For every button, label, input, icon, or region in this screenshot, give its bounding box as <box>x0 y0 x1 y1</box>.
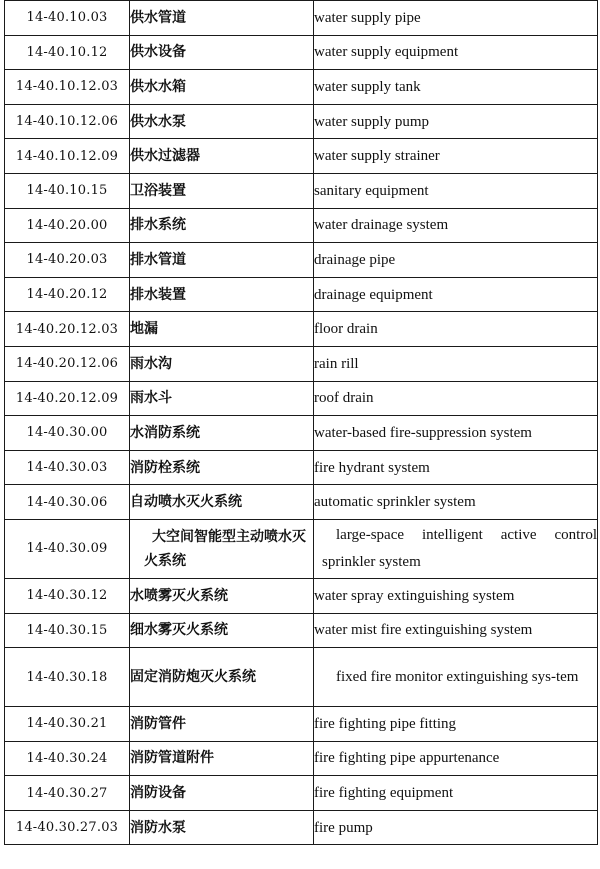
term-english: water mist fire extinguishing system <box>314 613 598 648</box>
table-row <box>5 776 598 811</box>
term-english: fixed fire monitor extinguishing sys-tem <box>314 648 598 707</box>
term-chinese: 自动喷水灭火系统 <box>130 485 314 520</box>
table-row <box>5 243 598 278</box>
term-code: 14-40.20.03 <box>5 243 130 278</box>
term-chinese: 雨水斗 <box>130 381 314 416</box>
table-row <box>5 613 598 648</box>
term-code: 14-40.30.15 <box>5 613 130 648</box>
term-code: 14-40.30.06 <box>5 485 130 520</box>
term-chinese: 细水雾灭火系统 <box>130 613 314 648</box>
term-chinese: 消防栓系统 <box>130 450 314 485</box>
term-english: drainage pipe <box>314 243 598 278</box>
term-english: fire hydrant system <box>314 450 598 485</box>
term-code: 14-40.10.12 <box>5 35 130 70</box>
table-row <box>5 707 598 742</box>
term-code: 14-40.30.00 <box>5 416 130 451</box>
term-chinese: 供水设备 <box>130 35 314 70</box>
term-english: fire fighting pipe appurtenance <box>314 741 598 776</box>
term-chinese: 供水水箱 <box>130 70 314 105</box>
term-code: 14-40.10.03 <box>5 1 130 36</box>
terms-table <box>4 0 598 845</box>
term-chinese: 消防管道附件 <box>130 741 314 776</box>
table-row <box>5 70 598 105</box>
term-english: water supply tank <box>314 70 598 105</box>
term-code: 14-40.30.03 <box>5 450 130 485</box>
term-english: water-based fire-suppression system <box>314 416 598 451</box>
term-code: 14-40.10.12.06 <box>5 104 130 139</box>
term-code: 14-40.20.12 <box>5 277 130 312</box>
term-english: rain rill <box>314 346 598 381</box>
table-row <box>5 416 598 451</box>
table-row <box>5 35 598 70</box>
table-row <box>5 519 598 578</box>
table-row <box>5 208 598 243</box>
term-english: sanitary equipment <box>314 173 598 208</box>
term-chinese: 卫浴装置 <box>130 173 314 208</box>
term-english: fire fighting pipe fitting <box>314 707 598 742</box>
term-chinese: 供水水泵 <box>130 104 314 139</box>
table-row <box>5 741 598 776</box>
term-chinese: 水消防系统 <box>130 416 314 451</box>
term-chinese: 地漏 <box>130 312 314 347</box>
term-code: 14-40.10.12.03 <box>5 70 130 105</box>
table-row <box>5 381 598 416</box>
term-chinese: 排水管道 <box>130 243 314 278</box>
term-code: 14-40.30.27.03 <box>5 810 130 845</box>
term-code: 14-40.20.12.09 <box>5 381 130 416</box>
term-chinese: 排水系统 <box>130 208 314 243</box>
term-english: water supply equipment <box>314 35 598 70</box>
term-code: 14-40.10.15 <box>5 173 130 208</box>
term-english: drainage equipment <box>314 277 598 312</box>
table-row <box>5 648 598 707</box>
table-row <box>5 450 598 485</box>
term-chinese: 水喷雾灭火系统 <box>130 578 314 613</box>
term-chinese: 固定消防炮灭火系统 <box>130 648 314 707</box>
table-row <box>5 346 598 381</box>
term-english: automatic sprinkler system <box>314 485 598 520</box>
term-english: roof drain <box>314 381 598 416</box>
term-chinese: 供水管道 <box>130 1 314 36</box>
table-row <box>5 1 598 36</box>
term-code: 14-40.20.00 <box>5 208 130 243</box>
term-code: 14-40.30.18 <box>5 648 130 707</box>
term-code: 14-40.20.12.03 <box>5 312 130 347</box>
table-row <box>5 810 598 845</box>
term-chinese: 雨水沟 <box>130 346 314 381</box>
table-row <box>5 139 598 174</box>
table-row <box>5 104 598 139</box>
term-code: 14-40.30.24 <box>5 741 130 776</box>
term-chinese: 大空间智能型主动喷水灭火系统 <box>130 519 314 578</box>
term-code: 14-40.20.12.06 <box>5 346 130 381</box>
term-english: fire pump <box>314 810 598 845</box>
table-row <box>5 277 598 312</box>
table-row <box>5 485 598 520</box>
term-english: water supply strainer <box>314 139 598 174</box>
term-english: fire fighting equipment <box>314 776 598 811</box>
term-chinese: 排水装置 <box>130 277 314 312</box>
term-english: water spray extinguishing system <box>314 578 598 613</box>
table-row <box>5 173 598 208</box>
term-english: water drainage system <box>314 208 598 243</box>
term-code: 14-40.10.12.09 <box>5 139 130 174</box>
term-english: water supply pipe <box>314 1 598 36</box>
table-row <box>5 578 598 613</box>
term-chinese: 消防管件 <box>130 707 314 742</box>
term-chinese: 消防设备 <box>130 776 314 811</box>
term-code: 14-40.30.21 <box>5 707 130 742</box>
term-chinese: 消防水泵 <box>130 810 314 845</box>
table-row <box>5 312 598 347</box>
term-code: 14-40.30.27 <box>5 776 130 811</box>
term-code: 14-40.30.09 <box>5 519 130 578</box>
term-english: floor drain <box>314 312 598 347</box>
term-code: 14-40.30.12 <box>5 578 130 613</box>
term-english: water supply pump <box>314 104 598 139</box>
term-chinese: 供水过滤器 <box>130 139 314 174</box>
term-english: large-space intelligent active control sprinkler system <box>314 519 598 578</box>
